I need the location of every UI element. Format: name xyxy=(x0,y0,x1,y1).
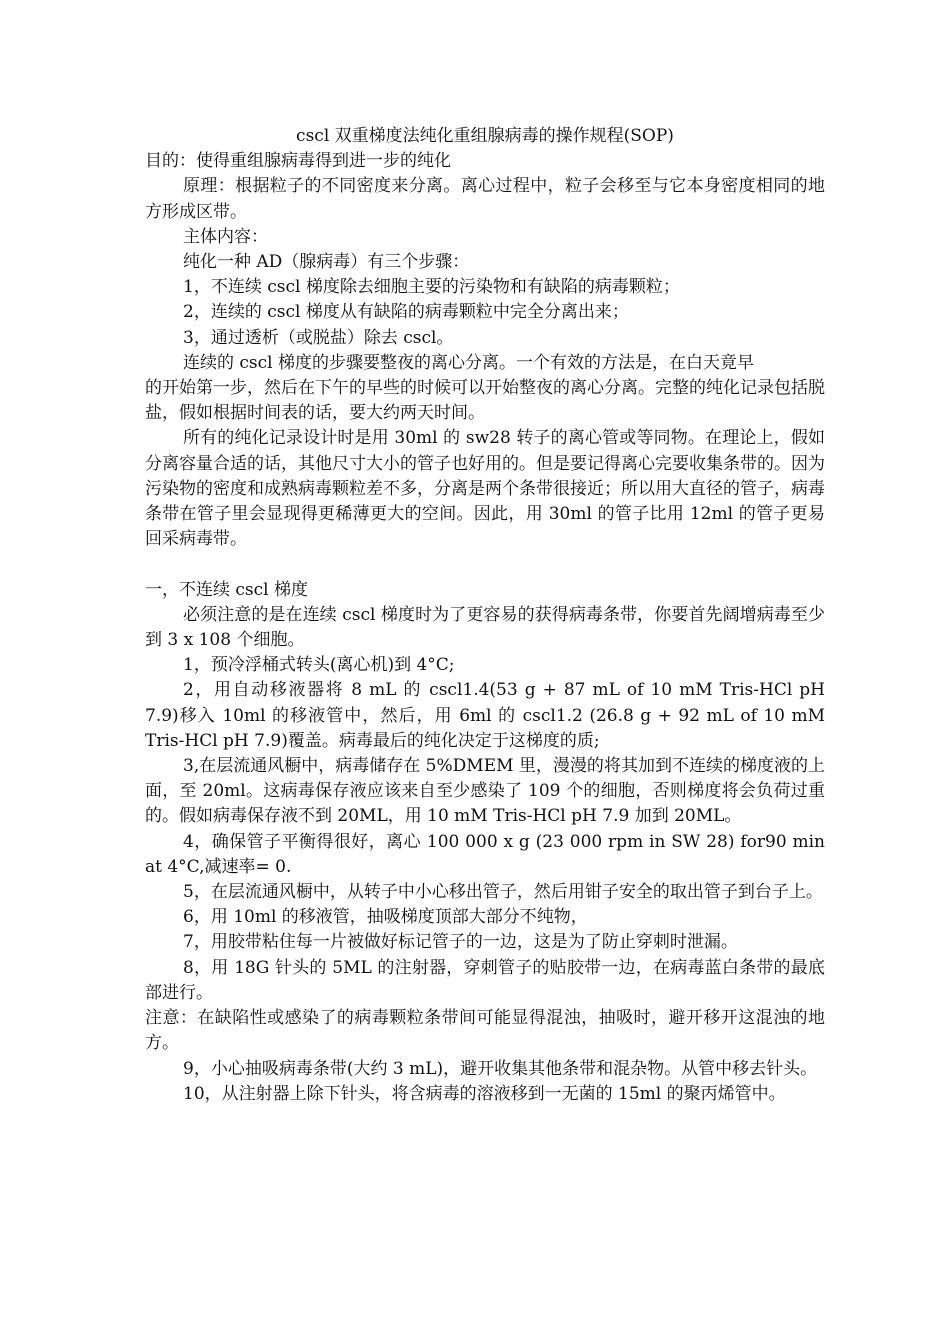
section1-step: 4，确保管子平衡得很好，离心 100 000 x g (23 000 rpm in SW 28) for90 min at 4°C,减速率= 0. xyxy=(145,831,825,877)
section1-step: 1，预冷浮桶式转头(离心机)到 4°C; xyxy=(183,655,455,676)
document-title: cscl 双重梯度法纯化重组腺病毒的操作规程(SOP) xyxy=(296,126,674,146)
section1-step: 7，用胶带粘住每一片被做好标记管子的一边，这是为了防止穿刺时泄漏。 xyxy=(183,932,738,953)
document-page xyxy=(145,124,825,1107)
blank-line xyxy=(145,552,825,577)
section1-step: 9，小心抽吸病毒条带(大约 3 mL)，避开收集其他条带和混杂物。从管中移去针头。 xyxy=(183,1058,818,1079)
section1-step: 10，从注射器上除下针头，将含病毒的溶液移到一无菌的 15ml 的聚丙烯管中。 xyxy=(183,1083,786,1104)
section1-heading: 一，不连续 cscl 梯度 xyxy=(145,579,309,600)
overnight-paragraph-part2: 的开始第一步，然后在下午的早些的时候可以开始整夜的离心分离。完整的纯化记录包括脱盐，假如根据时间表的话，要大约两天时间。 xyxy=(145,378,825,424)
section1-step: 5，在层流通风橱中，从转子中小心移出管子，然后用钳子安全的取出管子到台子上。 xyxy=(183,882,823,903)
section1-note: 必须注意的是在连续 cscl 梯度时为了更容易的获得病毒条带，你要首先阔增病毒至少到 3 x 108 个细胞。 xyxy=(145,604,825,651)
section1-step: 2，用自动移液器将 8 mL 的 cscl1.4(53 g + 87 mL of 10 mM Tris-HCl pH 7.9)移入 10ml 的移液管中，然后，用 6ml 的 cscl1.2 (26.8 g + 92 mL of 10 mM Tris-HCl pH 7.9)覆盖。病毒最后的纯化决定于这梯度的质; xyxy=(145,680,825,751)
section1-step: 6，用 10ml 的移液管，抽吸梯度顶部大部分不纯物， xyxy=(183,907,588,928)
overnight-paragraph-part1: 连续的 cscl 梯度的步骤要整夜的离心分离。一个有效的方法是，在白天竟早 xyxy=(183,352,755,373)
principle-paragraph: 原理：根据粒子的不同密度来分离。离心过程中，粒子会移至与它本身密度相同的地方形成区带。 xyxy=(145,176,825,222)
step-item: 1，不连续 cscl 梯度除去细胞主要的污染物和有缺陷的病毒颗粒； xyxy=(183,277,680,298)
section1-step: 3,在层流通风橱中，病毒储存在 5%DMEM 里，漫漫的将其加到不连续的梯度液的上面，至 20ml。这病毒保存液应该来自至少感染了 109 个的细胞，否则梯度将会负荷过重的。假如病毒保存液不到 20ML，用 10 mM Tris-HCl pH 7.9 加到 20ML。 xyxy=(145,756,825,827)
steps-intro: 纯化一种 AD（腺病毒）有三个步骤： xyxy=(183,252,470,273)
purpose-paragraph: 目的：使得重组腺病毒得到进一步的纯化 xyxy=(145,151,451,172)
caution-paragraph: 注意：在缺陷性或感染了的病毒颗粒条带间可能显得混浊，抽吸时，避开移开这混浊的地方。 xyxy=(145,1008,825,1054)
step-item: 3，通过透析（或脱盐）除去 cscl。 xyxy=(183,327,454,348)
main-heading: 主体内容： xyxy=(183,226,268,247)
step-item: 2，连续的 cscl 梯度从有缺陷的病毒颗粒中完全分离出来； xyxy=(183,302,629,323)
section1-step: 8，用 18G 针头的 5ML 的注射器，穿刺管子的贴胶带一边，在病毒蓝白条带的最底部进行。 xyxy=(145,957,825,1003)
tubes-paragraph: 所有的纯化记录设计时是用 30ml 的 sw28 转子的离心管或等同物。在理论上，假如分离容量合适的话，其他尺寸大小的管子也好用的。但是要记得离心完要收集条带的。因为污染物的密度和成熟病毒颗粒差不多，分离是两个条带很接近；所以用大直径的管子，病毒条带在管子里会显现得更稀薄更大的空间。因此，用 30ml 的管子比用 12ml 的管子更易回采病毒带。 xyxy=(145,428,825,550)
